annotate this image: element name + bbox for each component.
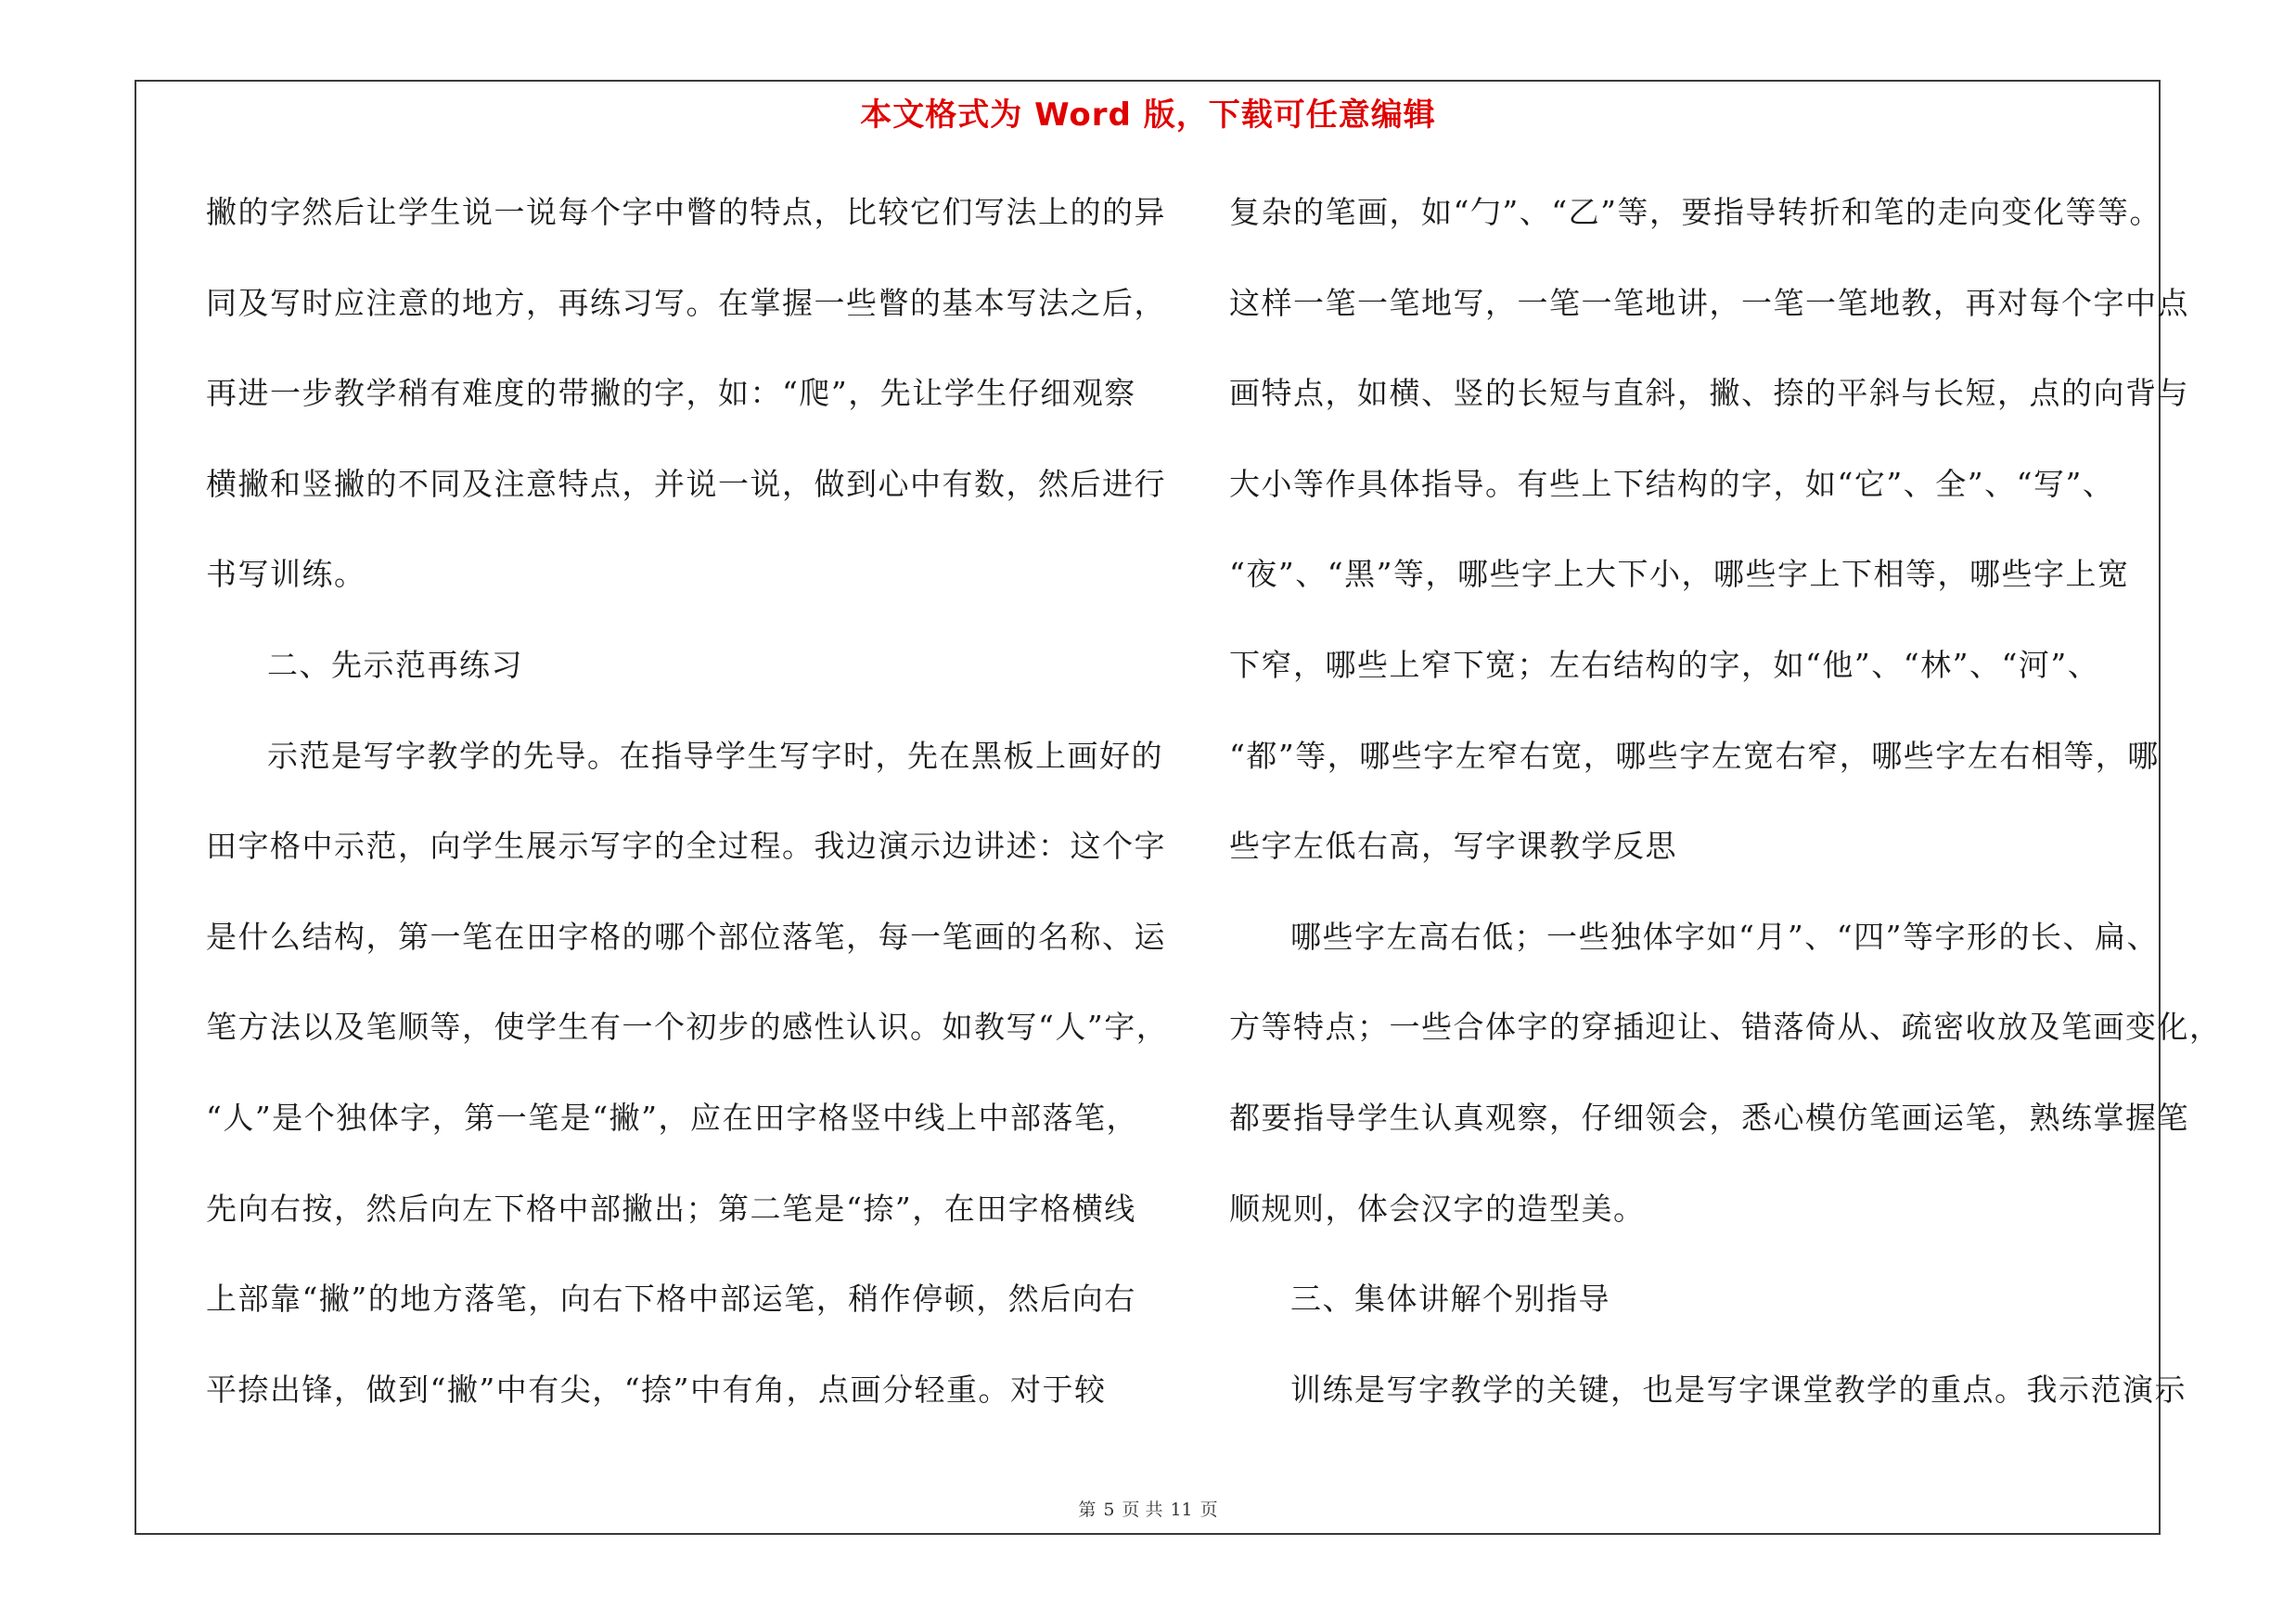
- text-line: 都要指导学生认真观察，仔细领会，悉心模仿笔画运笔，熟练掌握笔: [1229, 1099, 2189, 1136]
- page-footer: [0, 1496, 2296, 1521]
- footer-middle: 页 共: [1122, 1500, 1163, 1520]
- text-line: 笔方法以及笔顺等，使学生有一个初步的感性认识。如教写“人”字，: [206, 1009, 1169, 1046]
- footer-page-number: 5: [1103, 1500, 1115, 1520]
- footer-prefix: 第: [1078, 1500, 1097, 1520]
- text-line: 是什么结构，第一笔在田字格的哪个部位落笔，每一笔画的名称、运: [206, 918, 1166, 955]
- text-line: 方等特点；一些合体字的穿插迎让、错落倚从、疏密收放及笔画变化，: [1229, 1009, 2222, 1046]
- text-line: 画特点，如横、竖的长短与直斜，撇、捺的平斜与长短，点的向背与: [1229, 375, 2189, 412]
- text-line: 先向右按，然后向左下格中部撇出；第二笔是“捺”，在田字格横线: [206, 1190, 1136, 1227]
- text-line: 示范是写字教学的先导。在指导学生写字时，先在黑板上画好的: [267, 737, 1163, 774]
- text-line: 再进一步教学稍有难度的带撇的字，如：“爬”，先让学生仔细观察: [206, 375, 1136, 412]
- footer-total-pages: 11: [1170, 1500, 1193, 1520]
- text-line: 书写训练。: [206, 556, 366, 593]
- format-banner: 本文格式为 Word 版，下载可任意编辑: [860, 97, 1436, 134]
- text-line: 顺规则，体会汉字的造型美。: [1229, 1190, 1646, 1227]
- right-text-column: [1229, 186, 2222, 1453]
- text-line: 撇的字然后让学生说一说每个字中瞥的特点，比较它们写法上的的异: [206, 194, 1166, 230]
- text-line: 大小等作具体指导。有些上下结构的字，如“它”、全”、“写”、: [1229, 465, 2115, 502]
- text-line: “人”是个独体字，第一笔是“撇”，应在田字格竖中线上中部落笔，: [206, 1099, 1138, 1136]
- text-line: 田字格中示范，向学生展示写字的全过程。我边演示边讲述：这个字: [206, 828, 1166, 865]
- text-line: 平捺出锋，做到“撇”中有尖，“捺”中有角，点画分轻重。对于较: [206, 1371, 1107, 1408]
- text-line: 同及写时应注意的地方，再练习写。在掌握一些瞥的基本写法之后，: [206, 284, 1166, 321]
- text-line: “都”等，哪些字左窄右宽，哪些字左宽右窄，哪些字左右相等，哪: [1229, 737, 2160, 774]
- text-line: 横撇和竖撇的不同及注意特点，并说一说，做到心中有数，然后进行: [206, 465, 1166, 502]
- text-line: 二、先示范再练习: [267, 646, 523, 683]
- text-line: 三、集体讲解个别指导: [1290, 1281, 1610, 1318]
- text-line: 这样一笔一笔地写，一笔一笔地讲，一笔一笔地教，再对每个字中点: [1229, 284, 2189, 321]
- text-line: 训练是写字教学的关键，也是写字课堂教学的重点。我示范演示: [1290, 1371, 2187, 1408]
- text-line: “夜”、“黑”等，哪些字上大下小，哪些字上下相等，哪些字上宽: [1229, 556, 2130, 593]
- left-text-column: [206, 186, 1169, 1453]
- text-line: 些字左低右高，写字课教学反思: [1229, 828, 1677, 865]
- text-line: 复杂的笔画，如“勹”、“乙”等，要指导转折和笔的走向变化等等。: [1229, 194, 2161, 230]
- text-line: 哪些字左高右低；一些独体字如“月”、“四”等字形的长、扁、: [1290, 918, 2159, 955]
- text-line: 上部靠“撇”的地方落笔，向右下格中部运笔，稍作停顿，然后向右: [206, 1281, 1136, 1318]
- footer-suffix: 页: [1199, 1500, 1218, 1520]
- text-line: 下窄，哪些上窄下宽；左右结构的字，如“他”、“林”、“河”、: [1229, 646, 2100, 683]
